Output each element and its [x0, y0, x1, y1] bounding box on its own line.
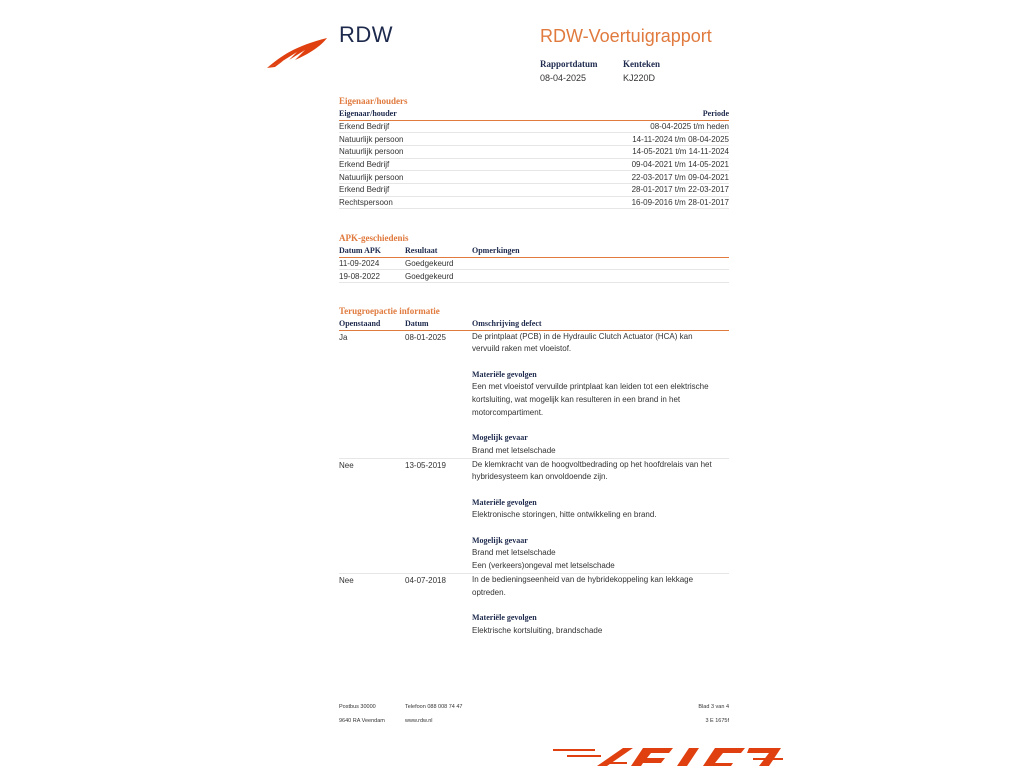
- meta-value: KJ220D: [623, 73, 656, 83]
- table-row: [339, 458, 729, 573]
- recall-description-cell: [472, 573, 729, 637]
- period-cell: 08-04-2025 t/m heden: [494, 120, 729, 133]
- table-header-row: [339, 244, 729, 257]
- table-row: [339, 171, 729, 184]
- recall-open-cell: Nee: [339, 458, 405, 573]
- table-header-row: [339, 317, 729, 330]
- table-row: [339, 257, 729, 270]
- consequence-label: Materiële gevolgen: [472, 612, 537, 622]
- recall-table: [339, 317, 729, 637]
- apk-date-cell: 11-09-2024: [339, 257, 405, 270]
- period-cell: 09-04-2021 t/m 14-05-2021: [494, 158, 729, 171]
- owners-table: [339, 107, 729, 209]
- period-cell: 14-05-2021 t/m 14-11-2024: [494, 145, 729, 158]
- recall-date-cell: 13-05-2019: [405, 458, 472, 573]
- apk-result-cell: Goedgekeurd: [405, 257, 472, 270]
- consequence-line: Elektrische kortsluiting, brandschade: [472, 625, 603, 635]
- table-row: [339, 183, 729, 196]
- owner-cell: Rechtspersoon: [339, 196, 494, 209]
- consequence-line: Een met vloeistof vervuilde printplaat kan leiden tot een elektrische: [472, 382, 709, 392]
- col-header-description: Omschrijving defect: [472, 317, 729, 330]
- meta-label: Rapportdatum: [540, 59, 598, 69]
- apk-table: [339, 244, 729, 283]
- period-cell: 14-11-2024 t/m 08-04-2025: [494, 133, 729, 146]
- apk-date-cell: 19-08-2022: [339, 270, 405, 283]
- table-row: [339, 133, 729, 146]
- desc-line: optreden.: [472, 587, 506, 597]
- owner-cell: Natuurlijk persoon: [339, 171, 494, 184]
- consequence-label: Materiële gevolgen: [472, 497, 537, 507]
- apk-remarks-cell: [472, 257, 729, 270]
- report-title: RDW-Voertuigrapport: [540, 26, 712, 46]
- table-row: [339, 330, 729, 458]
- recall-description-cell: [472, 330, 729, 458]
- table-row: [339, 145, 729, 158]
- table-row: [339, 158, 729, 171]
- desc-line: vervuild raken met vloeistof.: [472, 344, 572, 354]
- consequence-line: motorcompartiment.: [472, 407, 544, 417]
- owner-cell: Erkend Bedrijf: [339, 120, 494, 133]
- apk-section-title: APK-geschiedenis: [339, 233, 409, 243]
- apk-remarks-cell: [472, 270, 729, 283]
- table-row: [339, 573, 729, 637]
- apk-result-cell: Goedgekeurd: [405, 270, 472, 283]
- desc-line: De klemkracht van de hoogvoltbedrading op het hoofdrelais van het: [472, 459, 712, 469]
- recall-date-cell: 04-07-2018: [405, 575, 446, 585]
- col-header-remarks: Opmerkingen: [472, 244, 729, 257]
- col-header-result: Resultaat: [405, 244, 472, 257]
- rdw-feather-logo-icon: [265, 34, 329, 70]
- danger-label: Mogelijk gevaar: [472, 535, 528, 545]
- consequence-line: kortsluiting, wat mogelijk kan resulteren in een brand in het: [472, 395, 681, 404]
- owner-cell: Natuurlijk persoon: [339, 145, 494, 158]
- danger-line: Brand met letselschade: [472, 548, 556, 558]
- consequence-label: Materiële gevolgen: [472, 369, 537, 379]
- footer-postbus: Postbus 30000: [339, 704, 376, 710]
- meta-value: 08-04-2025: [540, 73, 587, 83]
- col-header-period: Periode: [494, 107, 729, 120]
- footer-doc-code: 3 E 1675f: [705, 718, 729, 724]
- col-header-open: Openstaand: [339, 317, 405, 330]
- period-cell: 16-09-2016 t/m 28-01-2017: [494, 196, 729, 209]
- meta-label: Kenteken: [623, 59, 660, 69]
- period-cell: 28-01-2017 t/m 22-03-2017: [494, 183, 729, 196]
- owner-cell: Natuurlijk persoon: [339, 133, 494, 146]
- table-row: [339, 120, 729, 133]
- danger-line: Brand met letselschade: [472, 445, 556, 455]
- recall-section-title: Terugroepactie informatie: [339, 306, 440, 316]
- brand-name: RDW: [339, 22, 394, 47]
- owners-section-title: Eigenaar/houders: [339, 96, 408, 106]
- meta-license-plate: [623, 59, 660, 83]
- recall-date-cell: 08-01-2025: [405, 330, 472, 458]
- footer-phone: Telefoon 088 008 74 47: [405, 704, 463, 710]
- consequence-line: Elektronische storingen, hitte ontwikkeling en brand.: [472, 510, 657, 520]
- owner-cell: Erkend Bedrijf: [339, 183, 494, 196]
- recall-open-cell: Nee: [339, 575, 354, 585]
- owner-cell: Erkend Bedrijf: [339, 158, 494, 171]
- table-row: [339, 270, 729, 283]
- danger-line: Een (verkeers)ongeval met letselschade: [472, 561, 615, 571]
- footer-website-link[interactable]: www.rdw.nl: [405, 718, 433, 724]
- desc-line: De printplaat (PCB) in de Hydraulic Clutch Actuator (HCA) kan: [472, 331, 693, 341]
- col-header-owner: Eigenaar/houder: [339, 107, 494, 120]
- recall-open-cell: Ja: [339, 330, 405, 458]
- footer-page-number: Blad 3 van 4: [698, 704, 729, 710]
- col-header-date: Datum: [405, 317, 472, 330]
- col-header-apk-date: Datum APK: [339, 244, 405, 257]
- recall-description-cell: [472, 458, 729, 573]
- danger-label: Mogelijk gevaar: [472, 433, 528, 443]
- desc-line: In de bedieningseenheid van de hybridekoppeling kan lekkage: [472, 574, 694, 584]
- table-header-row: [339, 107, 729, 120]
- table-row: [339, 196, 729, 209]
- period-cell: 22-03-2017 t/m 09-04-2021: [494, 171, 729, 184]
- decorative-stripes-icon: [553, 746, 785, 768]
- footer-city: 9640 RA Veendam: [339, 718, 385, 724]
- desc-line: hybridesysteem kan onvoldoende zijn.: [472, 472, 608, 482]
- meta-report-date: [540, 59, 598, 83]
